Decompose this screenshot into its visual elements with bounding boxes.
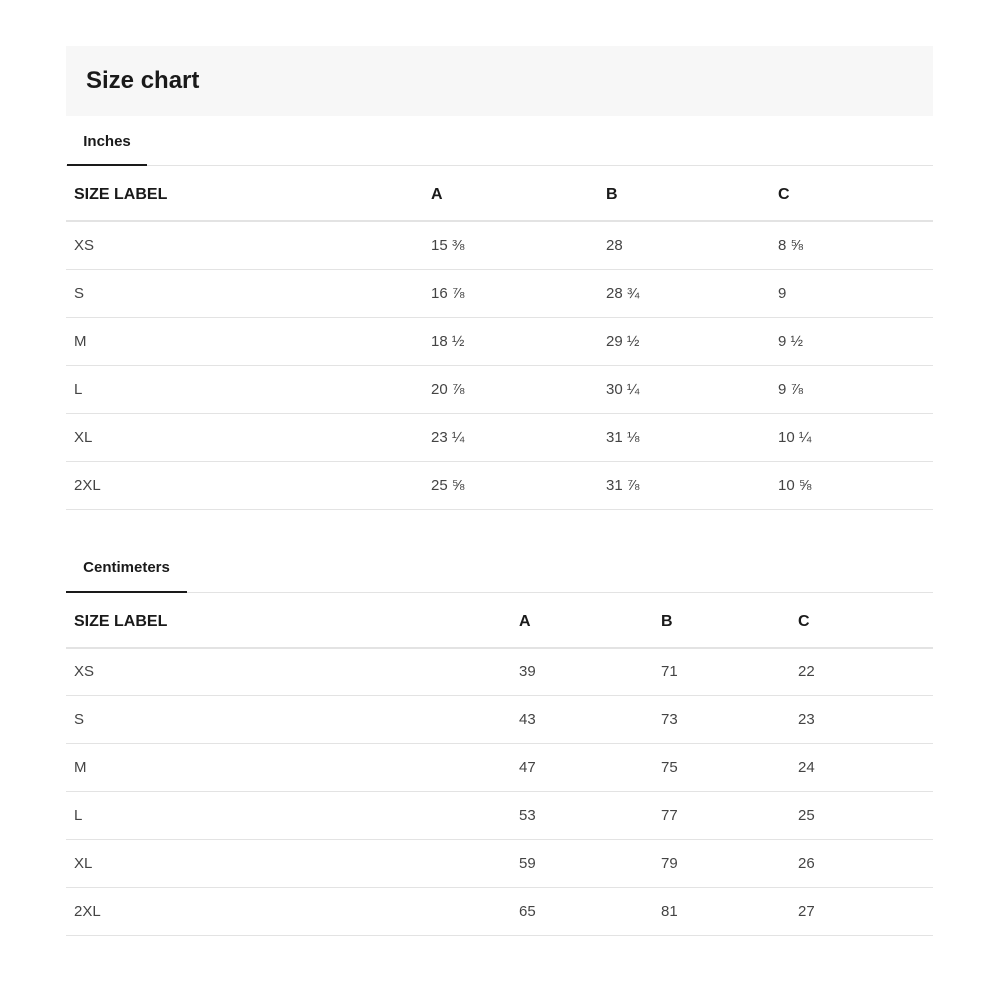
column-header-size-label: SIZE LABEL xyxy=(66,166,423,221)
measure-c-cell: 8 ⅝ xyxy=(770,221,933,269)
inches-table xyxy=(66,166,933,510)
table-row xyxy=(66,696,933,744)
page-title: Size chart xyxy=(86,67,200,94)
measure-c-cell: 10 ⅝ xyxy=(770,461,933,509)
measure-a-cell: 25 ⅝ xyxy=(423,461,598,509)
table-row xyxy=(66,269,933,317)
table-header-row xyxy=(66,593,933,648)
measure-a-cell: 20 ⅞ xyxy=(423,365,598,413)
measure-a-cell: 65 xyxy=(511,888,653,936)
column-header-c: C xyxy=(790,593,933,648)
measure-a-cell: 23 ¼ xyxy=(423,413,598,461)
centimeters-table xyxy=(66,593,933,937)
table-row xyxy=(66,888,933,936)
size-cell: 2XL xyxy=(66,888,511,936)
table-row xyxy=(66,221,933,269)
measure-b-cell: 77 xyxy=(653,792,790,840)
table-row xyxy=(66,365,933,413)
measure-c-cell: 9 ⅞ xyxy=(770,365,933,413)
measure-c-cell: 25 xyxy=(790,792,933,840)
size-cell: XL xyxy=(66,413,423,461)
measure-b-cell: 79 xyxy=(653,840,790,888)
column-header-size-label: SIZE LABEL xyxy=(66,593,511,648)
size-cell: S xyxy=(66,696,511,744)
measure-a-cell: 47 xyxy=(511,744,653,792)
column-header-b: B xyxy=(598,166,770,221)
size-cell: S xyxy=(66,269,423,317)
measure-b-cell: 75 xyxy=(653,744,790,792)
table-row xyxy=(66,648,933,696)
table-header-row xyxy=(66,166,933,221)
centimeters-tabbar xyxy=(66,542,933,593)
measure-b-cell: 81 xyxy=(653,888,790,936)
measure-b-cell: 31 ⅞ xyxy=(598,461,770,509)
measure-b-cell: 31 ⅛ xyxy=(598,413,770,461)
measure-a-cell: 15 ⅜ xyxy=(423,221,598,269)
measure-c-cell: 24 xyxy=(790,744,933,792)
size-cell: 2XL xyxy=(66,461,423,509)
size-cell: XL xyxy=(66,840,511,888)
measure-b-cell: 28 xyxy=(598,221,770,269)
size-cell: XS xyxy=(66,648,511,696)
measure-c-cell: 23 xyxy=(790,696,933,744)
column-header-a: A xyxy=(511,593,653,648)
measure-c-cell: 9 ½ xyxy=(770,317,933,365)
measure-c-cell: 22 xyxy=(790,648,933,696)
measure-b-cell: 73 xyxy=(653,696,790,744)
size-cell: XS xyxy=(66,221,423,269)
measure-a-cell: 53 xyxy=(511,792,653,840)
size-cell: M xyxy=(66,744,511,792)
measure-a-cell: 43 xyxy=(511,696,653,744)
size-cell: L xyxy=(66,792,511,840)
tab-inches[interactable]: Inches xyxy=(67,117,147,166)
tab-centimeters[interactable]: Centimeters xyxy=(66,543,187,593)
measure-b-cell: 29 ½ xyxy=(598,317,770,365)
size-cell: L xyxy=(66,365,423,413)
measure-c-cell: 10 ¼ xyxy=(770,413,933,461)
table-row xyxy=(66,413,933,461)
inches-tabbar xyxy=(66,116,933,166)
measure-c-cell: 27 xyxy=(790,888,933,936)
measure-a-cell: 59 xyxy=(511,840,653,888)
measure-b-cell: 28 ¾ xyxy=(598,269,770,317)
column-header-b: B xyxy=(653,593,790,648)
table-row xyxy=(66,744,933,792)
table-row xyxy=(66,317,933,365)
measure-c-cell: 9 xyxy=(770,269,933,317)
measure-b-cell: 71 xyxy=(653,648,790,696)
table-row xyxy=(66,792,933,840)
size-cell: M xyxy=(66,317,423,365)
table-row xyxy=(66,840,933,888)
measure-a-cell: 18 ½ xyxy=(423,317,598,365)
table-row xyxy=(66,461,933,509)
column-header-a: A xyxy=(423,166,598,221)
measure-a-cell: 16 ⅞ xyxy=(423,269,598,317)
measure-b-cell: 30 ¼ xyxy=(598,365,770,413)
measure-c-cell: 26 xyxy=(790,840,933,888)
measure-a-cell: 39 xyxy=(511,648,653,696)
size-chart-header xyxy=(66,46,933,116)
column-header-c: C xyxy=(770,166,933,221)
size-chart xyxy=(66,46,933,936)
